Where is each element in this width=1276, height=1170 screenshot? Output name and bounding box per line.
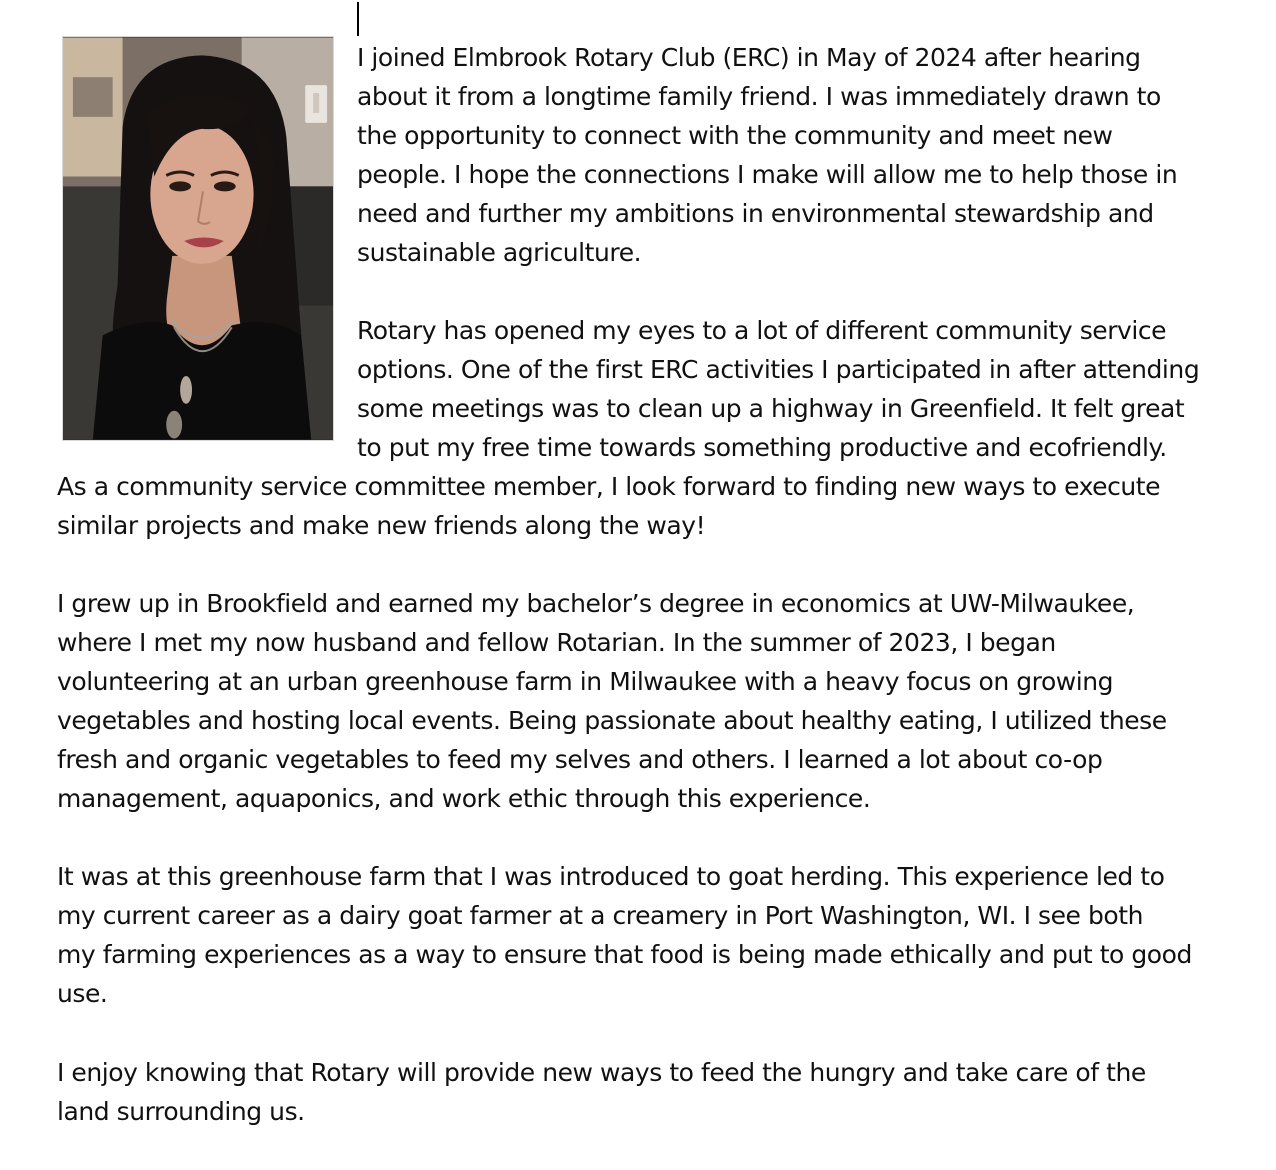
portrait-illustration bbox=[63, 37, 333, 440]
paragraph-5-line-2: land surrounding us. bbox=[57, 1097, 305, 1126]
paragraph-2-line-3: some meetings was to clean up a highway in Greenfield. It felt great bbox=[357, 394, 1185, 423]
paragraph-1-line-4: people. I hope the connections I make will allow me to help those in bbox=[357, 160, 1178, 189]
paragraph-4-line-4: use. bbox=[57, 979, 108, 1008]
paragraph-4-line-2: my current career as a dairy goat farmer at a creamery in Port Washington, WI. I see both bbox=[57, 901, 1143, 930]
paragraph-1-line-6: sustainable agriculture. bbox=[357, 238, 642, 267]
paragraph-2-line-4: to put my free time towards something productive and ecofriendly. bbox=[357, 433, 1167, 462]
paragraph-1-line-3: the opportunity to connect with the community and meet new bbox=[357, 121, 1113, 150]
paragraph-3-line-1: I grew up in Brookfield and earned my bachelor’s degree in economics at UW-Milwaukee, bbox=[57, 589, 1135, 618]
paragraph-3-line-2: where I met my now husband and fellow Rotarian. In the summer of 2023, I began bbox=[57, 628, 1056, 657]
paragraph-4-line-1: It was at this greenhouse farm that I was introduced to goat herding. This experience led to bbox=[57, 862, 1165, 891]
paragraph-2-line-5: As a community service committee member, I look forward to finding new ways to execute bbox=[57, 472, 1161, 501]
paragraph-2-line-2: options. One of the first ERC activities I participated in after attending bbox=[357, 355, 1200, 384]
paragraph-3-line-4: vegetables and hosting local events. Being passionate about healthy eating, I utilized these bbox=[57, 706, 1167, 735]
paragraph-2-line-1: Rotary has opened my eyes to a lot of different community service bbox=[357, 316, 1167, 345]
portrait-photo bbox=[62, 36, 334, 441]
paragraph-1-line-5: need and further my ambitions in environmental stewardship and bbox=[357, 199, 1154, 228]
paragraph-3-line-5: fresh and organic vegetables to feed my selves and others. I learned a lot about co-op bbox=[57, 745, 1103, 774]
paragraph-2-line-6: similar projects and make new friends along the way! bbox=[57, 511, 706, 540]
paragraph-3-line-6: management, aquaponics, and work ethic through this experience. bbox=[57, 784, 871, 813]
paragraph-1-line-1: I joined Elmbrook Rotary Club (ERC) in May of 2024 after hearing bbox=[357, 43, 1141, 72]
paragraph-4-line-3: my farming experiences as a way to ensure that food is being made ethically and put to good bbox=[57, 940, 1192, 969]
text-cursor bbox=[357, 2, 359, 36]
paragraph-3-line-3: volunteering at an urban greenhouse farm in Milwaukee with a heavy focus on growing bbox=[57, 667, 1114, 696]
paragraph-1-line-2: about it from a longtime family friend. I was immediately drawn to bbox=[357, 82, 1161, 111]
paragraph-5-line-1: I enjoy knowing that Rotary will provide new ways to feed the hungry and take care of the bbox=[57, 1058, 1146, 1087]
